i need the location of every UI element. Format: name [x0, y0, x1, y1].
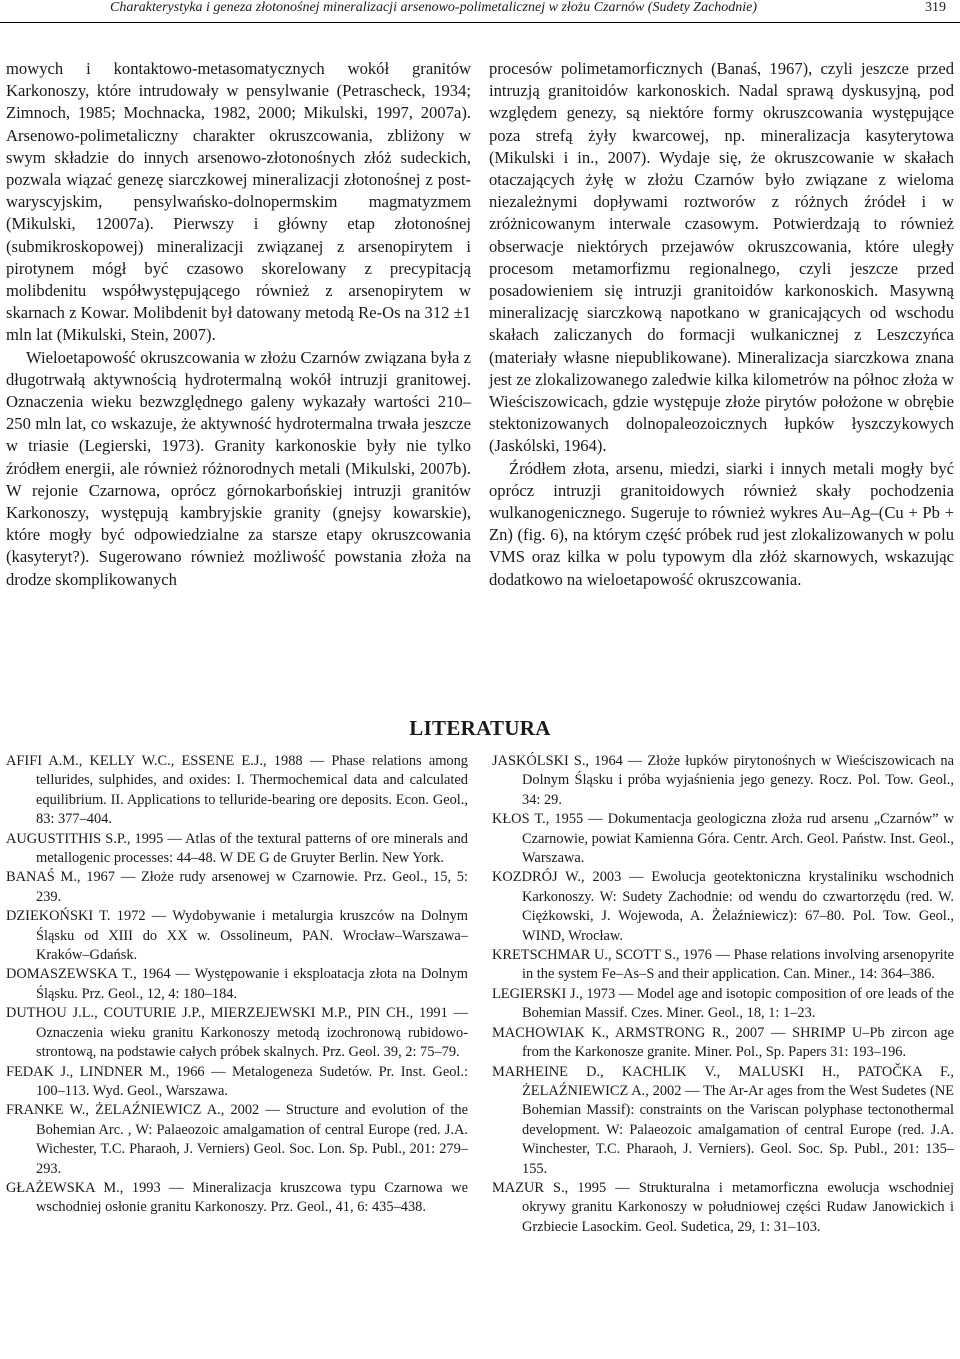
reference-entry: KŁOS T., 1955 — Dokumentacja geologiczna złoża rud arsenu „Czarnów” w Czarnowie, powiat Kamienna Góra. Centr. Arch. Geol. Państw. Inst. Geol., Warszawa.	[492, 811, 954, 867]
literature-heading: LITERATURA	[409, 716, 551, 740]
references-column-right	[492, 752, 954, 1237]
body-column-left	[6, 58, 471, 591]
reference-entry: MAZUR S., 1995 — Strukturalna i metamorficzna ewolucja wschodniej okrywy granitu Karkonoszy w południowej części Rudaw Janowickich i Grzbiecie Lasockim. Geol. Sudetica, 29, 1: 31–103.	[492, 1179, 954, 1235]
reference-entry: KRETSCHMAR U., SCOTT S., 1976 — Phase relations involving arsenopyrite in the system Fe–As–S and their application. Can. Miner., 14: 364–386.	[492, 947, 954, 983]
reference-entry: DOMASZEWSKA T., 1964 — Występowanie i eksploatacja złota na Dolnym Śląsku. Prz. Geol., 12, 4: 180–184.	[6, 966, 468, 1002]
reference-entry: KOZDRÓJ W., 2003 — Ewolucja geotektoniczna krystaliniku wschodnich Karkonoszy. W: Sudety Zachodnie: od wendu do czwartorzędu (red. W. Ciężkowski, J. Wojewoda, A. Żelaźniewicz): 67–80. Pol. Tow. Geol., WIND, Wrocław.	[492, 869, 954, 944]
reference-entry: LEGIERSKI J., 1973 — Model age and isotopic composition of ore leads of the Bohemian Massif. Czes. Miner. Geol., 18, 1: 1–23.	[492, 985, 954, 1022]
reference-entry: DUTHOU J.L., COUTURIE J.P., MIERZEJEWSKI M.P., PIN CH., 1991 — Oznaczenia wieku granitu Karkonoszy metodą izochronową rubidowo-strontową, na podstawie całych próbek skalnych. Prz. Geol. 39, 2: 75–79.	[6, 1005, 468, 1061]
reference-entry: DZIEKOŃSKI T. 1972 — Wydobywanie i metalurgia kruszców na Dolnym Śląsku od XIII do XX w. Ossolineum, PAN. Wrocław–Warszawa–Kraków–Gdańsk.	[6, 908, 468, 964]
running-title: Charakterystyka i geneza złotonośnej mineralizacji arsenowo-polimetalicznej w złożu Czarnów (Sudety Zachodnie)	[110, 0, 758, 15]
reference-entry: AFIFI A.M., KELLY W.C., ESSENE E.J., 1988 — Phase relations among tellurides, sulphides, and oxides: I. Thermochemical data and calculated equilibrium. II. Applications to telluride-bearing ore deposits. Econ. Geol., 83: 377–404.	[6, 753, 468, 828]
page-number: 319	[925, 0, 946, 15]
reference-entry: FRANKE W., ŻELAŹNIEWICZ A., 2002 — Structure and evolution of the Bohemian Arc. , W: Palaeozoic amalgamation of central Europe (red. J.A. Wichester, T.C. Pharaoh, J. Verniers) Geol. Soc. Lon. Sp. Publ., 201: 279–293.	[6, 1102, 468, 1177]
header-rule	[0, 22, 960, 23]
body-paragraph: procesów polimetamorficznych (Banaś, 1967), czyli jeszcze przed intruzją granitoidów karkonoskich. Nadal sprawą dyskusyjną, pod względem genezy, są niektóre formy okruszcowania występujące poza strefą żyły kwarcowej, np. mineralizacja kasyterytowa (Mikulski i in., 2007). Wydaje się, że okruszcowanie w skałach otaczających żyłę w złożu Czarnów było związane z wieloma niezależnymi dopływami roztworów z różnych źródeł i w zróżnicowanym interwale czasowym. Potwierdzają to również obserwacje niektórych przejawów okruszcowania, które uległy procesom metamorfizmu regionalnego, czyli jeszcze przed posadowieniem się intruzji granitoidów karkonoskich. Masywną mineralizację siarczkową napotkano w granicających od wschodu skałach zaliczanych do formacji wulkanicznej z Leszczyńca (materiały własne niepublikowane). Mineralizacja siarczkowa znana jest ze zlokalizowanego zaledwie kilka kilometrów na północ złoża w Wieściszowicach, gdzie występuje złoże pirytów położone w obrębie stektonizowanych dolnopaleozoicznych łupków łyszczykowych (Jaskólski, 1964).	[489, 59, 954, 456]
body-column-right	[489, 58, 954, 591]
reference-entry: GŁAŻEWSKA M., 1993 — Mineralizacja kruszcowa typu Czarnowa we wschodniej osłonie granitu Karkonoszy. Prz. Geol., 41, 6: 435–438.	[6, 1179, 468, 1216]
reference-entry: BANAŚ M., 1967 — Złoże rudy arsenowej w Czarnowie. Prz. Geol., 15, 5: 239.	[6, 869, 468, 905]
reference-entry: JASKÓLSKI S., 1964 — Złoże łupków pirytonośnych w Wieściszowicach na Dolnym Śląsku i próba wyjaśnienia jego genezy. Rocz. Pol. Tow. Geol., 34: 29.	[492, 753, 954, 808]
body-paragraph: Źródłem złota, arsenu, miedzi, siarki i innych metali mogły być oprócz intruzji granitoidowych również skały pochodzenia wulkanogenicznego. Sugeruje to również wykres Au–Ag–(Cu + Pb + Zn) (fig. 6), na którym część próbek rud jest zlokalizowanych w polu VMS oraz kilka w polu typowym dla złóż skarnowych, wskazując dodatkowo na wieloetapowość okruszcowania.	[489, 458, 954, 589]
body-paragraph: mowych i kontaktowo-metasomatycznych wokół granitów Karkonoszy, które intrudowały w pensylwanie (Petrascheck, 1934; Zimnoch, 1985; Mochnacka, 1982, 2000; Mikulski, 1997, 2007a). Arsenowo-polimetaliczny charakter okruszcowania, zbliżony w swym składzie do innych arsenowo-złotonośnych złóż sudeckich, pozwala wiązać genezę siarczkowej mineralizacji złotonośnej z post-waryscyjskim, pensylwańsko-dolnopermskim magmatyzmem (Mikulski, 12007a). Pierwszy i główny etap złotonośnej (submikroskopowej) mineralizacji związanej z arsenopirytem i pirotynem mógł być czasowo skorelowany z precypitacją molibdenitu współwystępującego również z arsenopirytem w skarnach z Kowar. Molibdenit był datowany metodą Re-Os na 312 ±1 mln lat (Mikulski, Stein, 2007).	[6, 59, 471, 345]
running-head	[0, 0, 960, 22]
reference-entry: MACHOWIAK K., ARMSTRONG R., 2007 — SHRIMP U–Pb zircon age from the Karkonosze granite. Miner. Pol., Sp. Papers 31: 193–196.	[492, 1024, 954, 1061]
reference-entry: FEDAK J., LINDNER M., 1966 — Metalogeneza Sudetów. Pr. Inst. Geol.: 100–113. Wyd. Geol., Warszawa.	[6, 1063, 468, 1099]
reference-entry: MARHEINE D., KACHLIK V., MALUSKI H., PATOČKA F., ŻELAŹNIEWICZ A., 2002 — The Ar-Ar ages from the West Sudetes (NE Bohemian Massif): constraints on the Variscan polyphase tectonothermal development. W: Palaeozoic amalgamation of central Europe (red. J.A. Winchester, T.C. Pharaoh, J. Verniers). Geol. Soc. Sp. Publ., 201: 135–155.	[492, 1063, 954, 1177]
references-column-left	[6, 752, 468, 1218]
body-paragraph: Wieloetapowość okruszcowania w złożu Czarnów związana była z długotrwałą aktywnością hydrotermalną wokół intruzji granitowej. Oznaczenia wieku bezwzględnego galeny wykazały wartości 210–250 mln lat, co wskazuje, że aktywność hydrotermalna trwała jeszcze w triasie (Legierski, 1973). Granity karkonoskie były nie tylko źródłem energii, ale również różnorodnych metali (Mikulski, 2007b). W rejonie Czarnowa, oprócz górnokarbońskiej intruzji granitów Karkonoszy, występują kambryjskie granity (gnejsy kowarskie), które mogły być odpowiedzialne za starsze etapy okruszcowania (kasyteryt?). Sugerowano również możliwość powstania złoża na drodze skomplikowanych	[6, 347, 471, 589]
reference-entry: AUGUSTITHIS S.P., 1995 — Atlas of the textural patterns of ore minerals and metallogenic processes: 44–48. W DE G de Gruyter Berlin. New York.	[6, 830, 468, 867]
